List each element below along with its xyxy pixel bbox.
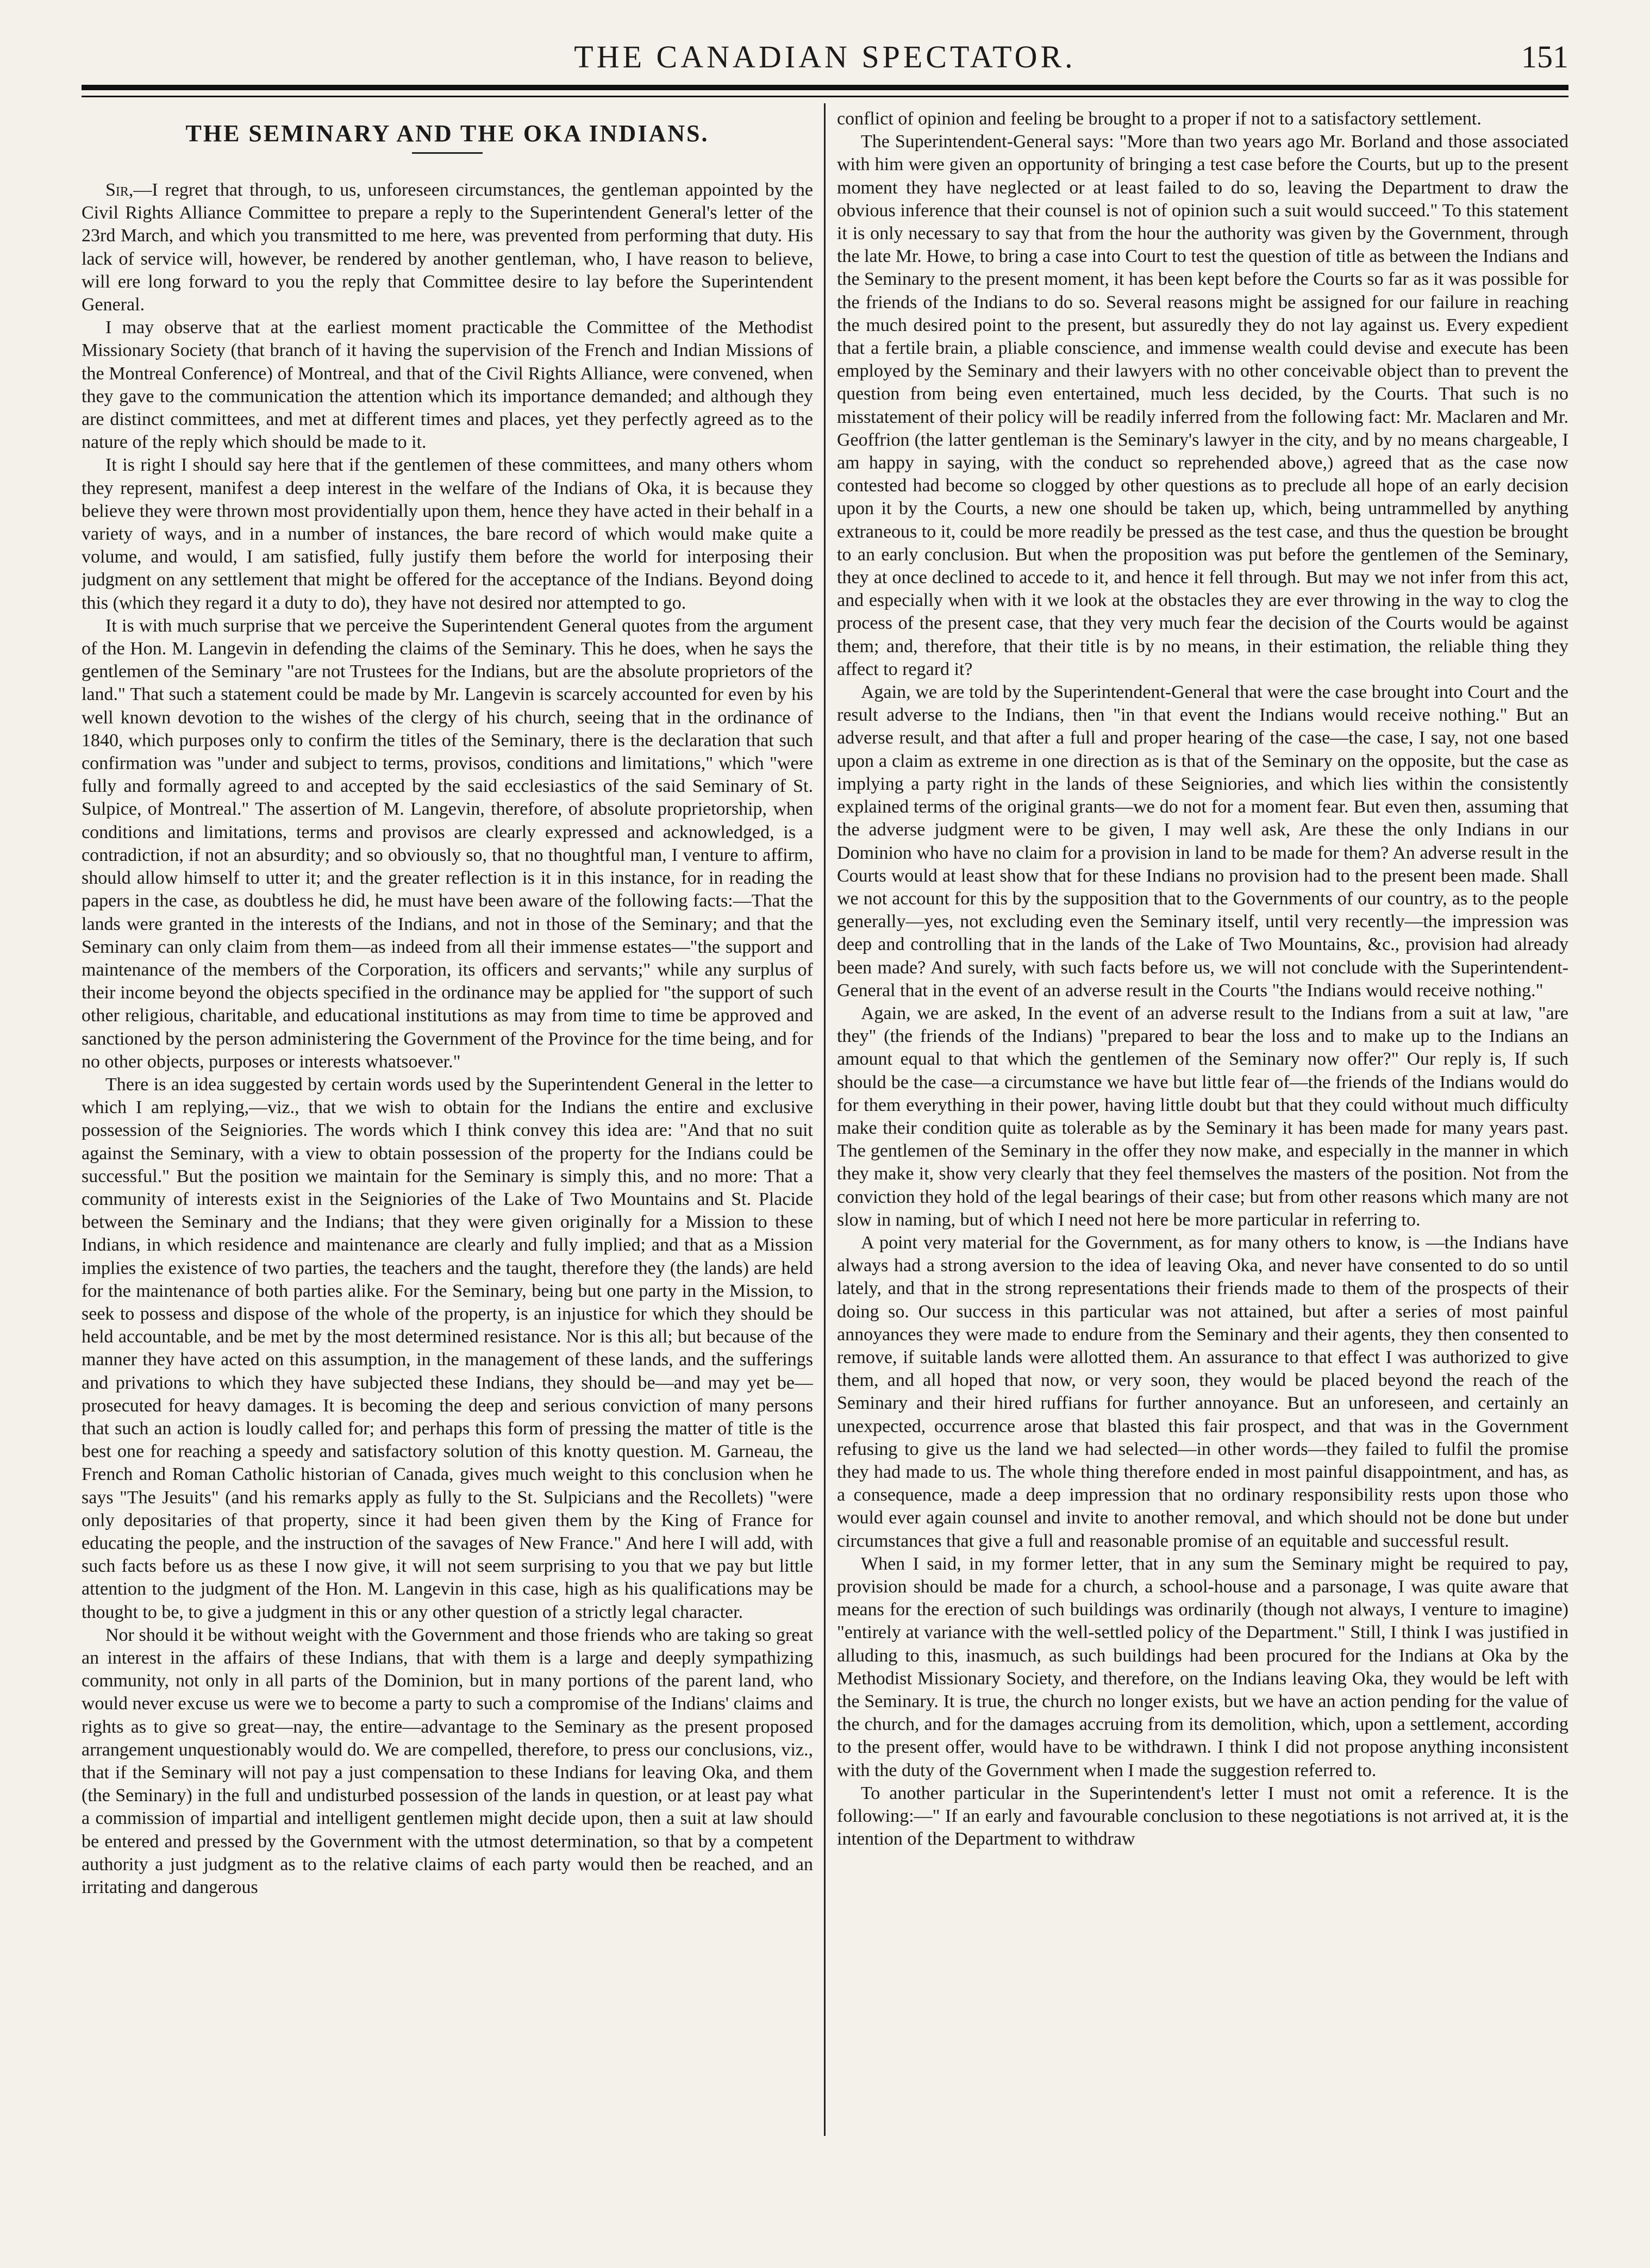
article-paragraph: Nor should it be without weight with the Government and those friends who are taking so great an interest in the affairs of these Indians, that with them is a large and deeply sympathizing community, not only in all parts of the Dominion, but in many portions of the parent land, who would never excuse us were we to become a party to such a compromise of the Indians' claims and rights as to give so great—nay, the entire—advantage to the Seminary as the present proposed arrangement unquestionably would do. We are compelled, therefore, to press our conclusions, viz., that if the Seminary will not pay a just compensation to these Indians for leaving Oka, and them (the Seminary) in the full and undisturbed possession of the lands in question, or at least pay what a commission of impartial and intelligent gentlemen might decide upon, then a suit at law should be entered and pressed by the Government with the utmost determination, so that by a competent authority a just judgment as to the relative claims of each party would then be reached, and an irritating and dangerous [82,1625,813,1898]
article-paragraph: When I said, in my former letter, that in any sum the Seminary might be required to pay, provision should be made for a church, a school-house and a parsonage, I was quite aware that means for the erection of such buildings was ordinarily (though not always, I venture to imagine) "entirely at variance with the well-settled policy of the Department." Still, I think I was justified in alluding to this, inasmuch, as such buildings had been procured for the Indians at Oka by the Methodist Missionary Society, and therefore, on the Indians leaving Oka, they would be left with the Seminary. It is true, the church no longer exists, but we have an action pending for the value of the church, and for the damages accruing from its demolition, which, upon a settlement, according to the present offer, would have to be withdrawn. I think I did not propose anything inconsistent with the duty of the Government when I made the suggestion referred to. [837,1553,1568,1780]
title-rule [412,152,483,154]
article-paragraph: To another particular in the Superintendent's letter I must not omit a reference. It is the following:—" If an early and favourable conclusion to these negotiations is not arrived at, it is the intention of the Department to withdraw [837,1783,1568,1850]
article-paragraph: I may observe that at the earliest moment practicable the Committee of the Methodist Missionary Society (that branch of it having the supervision of the French and Indian Missions of the Montreal Conference) of Montreal, and that of the Civil Rights Alliance, were convened, when they gave to the communication the attention which its importance demanded; and although they are distinct committees, and met at different times and places, yet they perfectly agreed as to the nature of the reply which should be made to it. [82,317,813,453]
left-column [82,108,813,2138]
page-number: 151 [1521,39,1568,74]
paragraph-text: —I regret that through, to us, unforeseen circumstances, the gentleman appointed by the Civil Rights Alliance Committee to prepare a reply to the Superintendent General's letter of the 23rd March, and which you transmitted to me here, was prevented from performing that duty. His lack of service will, however, be rendered by another gentleman, who, I have reason to believe, will ere long forward to you the reply that Committee desire to lay before the Superintendent General. [82,180,813,315]
article-paragraph: The Superintendent-General says: "More than two years ago Mr. Borland and those associated with him were given an opportunity of bringing a test case before the Courts, but up to the present moment they have neglected or at least failed to do so, leaving the Department to draw the obvious inference that their counsel is not of opinion such a suit would succeed." To this statement it is only necessary to say that from the hour the authority was given by the Government, through the late Mr. Howe, to bring a case into Court to test the question of title as between the Indians and the Seminary to the present moment, it has been kept before the Courts so far as it was possible for the friends of the Indians to do so. Several reasons might be assigned for our failure in reaching the much desired point to the present, but assuredly they do not lay against us. Every expedient that a fertile brain, a pliable conscience, and immense wealth could devise and execute has been employed by the Seminary and their lawyers with no other conceivable object than to prevent the question from being even entertained, much less decided, by the Courts. That such is no misstatement of their policy will be readily inferred from the following fact: Mr. Maclaren and Mr. Geoffrion (the latter gentleman is the Seminary's lawyer in the city, and by no means chargeable, I am happy in saying, with the conduct so reprehended above,) agreed that as the case now contested had become so clogged by other questions as to preclude all hope of an early decision upon it by the Courts, a new one should be taken up, which, being untrammelled by anything extraneous to it, could be more readily be pressed as the test case, and thus the question be brought to an early conclusion. But when the proposition was put before the gentlemen of the Seminary, they at once declined to accede to it, and hence it fell through. But may we not infer from this act, and especially when with it we look at the obstacles they are ever throwing in the way to clog the process of the present case, that they very much fear the decision of the Courts would be against them; and, therefore, that their title is by no means, in their estimation, the reliable thing they affect to regard it? [837,132,1568,679]
article-paragraph: A point very material for the Government, as for many others to know, is —the Indians have always had a strong aversion to the idea of leaving Oka, and never have consented to do so until lately, and that in the strong representations their friends made to them of the prospects of their doing so. Our success in this particular was not attained, but after a series of most painful annoyances they were made to endure from the Seminary and their agents, they then consented to remove, if suitable lands were allotted them. An assurance to that effect I was authorized to give them, and all hoped that now, or very soon, they would be placed beyond the reach of the Seminary and their hired ruffians for further annoyance. But an unforeseen, and certainly an unexpected, occurrence arose that blasted this fair prospect, and that was in the Government refusing to give us the land we had selected—in other words—they failed to fulfil the promise they had made to us. The whole thing therefore ended in most painful disappointment, and has, as a consequence, made a deep impression that no ordinary responsibility rests upon those who would ever again counsel and invite to another removal, and which should not be done but under circumstances that give a full and reasonable promise of an equitable and successful result. [837,1232,1568,1551]
article-paragraph: There is an idea suggested by certain words used by the Superintendent General in the letter to which I am replying,—viz., that we wish to obtain for the Indians the entire and exclusive possession of the Seigniories. The words which I think convey this idea are: "And that no suit against the Seminary, with a view to obtain possession of the property for the Indians could be successful." But the position we maintain for the Seminary is simply this, and no more: That a community of interests exist in the Seigniories of the Lake of Two Mountains and St. Placide between the Seminary and the Indians; that they were given originally for a Mission to these Indians, in which residence and maintenance are clearly and fully implied; and that as a Mission implies the existence of two parties, the teachers and the taught, therefore they (the lands) are held for the maintenance of both parties alike. For the Seminary, being but one party in the Mission, to seek to possess and dispose of the whole of the property, is an injustice for which they should be held accountable, and be met by the most determined resistance. Nor is this all; but because of the manner they have acted on this assumption, in the management of these lands, and the sufferings and privations to which they have subjected these Indians, they should be—and may yet be—prosecuted for heavy damages. It is becoming the deep and serious conviction of many persons that such an action is loudly called for; and perhaps this form of pressing the matter of title is the best one for reaching a speedy and satisfactory solution of this knotty question. M. Garneau, the French and Roman Catholic historian of Canada, gives much weight to this conclusion when he says "The Jesuits" (and his remarks apply as fully to the St. Sulpicians and the Recollets) "were only depositaries of that property, since it had been given them by the King of France for educating the people, and the instruction of the savages of New France." And here I will add, with such facts before us as these I now give, it will not seem surprising to you that we pay but little attention to the judgment of the Hon. M. Langevin in this case, high as his qualifications may be thought to be, to give a judgment in this or any other question of a strictly legal character. [82,1074,813,1622]
header-rule-thin [82,96,1568,97]
running-head [82,38,1568,76]
article-paragraph: It is right I should say here that if the gentlemen of these committees, and many others whom they represent, manifest a deep interest in the welfare of the Indians of Oka, it is because they believe they were thrown most providentially upon them, hence they have acted in their behalf in a variety of ways, and in a number of instances, the bare record of which would make quite a volume, and would, I am satisfied, fully justify them before the world for interposing their judgment on any settlement that might be offered for the acceptance of the Indians. Beyond doing this (which they regard it a duty to do), they have not desired nor attempted to go. [82,455,813,613]
article-paragraph: Again, we are asked, In the event of an adverse result to the Indians from a suit at law, "are they" (the friends of the Indians) "prepared to bear the loss and to make up to the Indians an amount equal to that which the gentlemen of the Seminary now offer?" Our reply is, If such should be the case—a circumstance we have but little fear of—the friends of the Indians would do for them everything in their power, having little doubt but that they could without much difficulty make their condition quite as tolerable as by the Seminary it has been made for many years past. The gentlemen of the Seminary in the offer they now make, and especially in the manner in which they make it, show very clearly that they feel themselves the masters of the position. Not from the conviction they hold of the legal bearings of their case; but from other reasons which many are not slow in naming, but of which I need not here be more particular in referring to. [837,1003,1568,1230]
header-rule-thick [82,85,1568,90]
salutation: Sir, [105,180,134,200]
article-paragraph: It is with much surprise that we perceive the Superintendent General quotes from the argument of the Hon. M. Langevin in defending the claims of the Seminary. This he does, when he says the gentlemen of the Seminary "are not Trustees for the Indians, but are the absolute proprietors of the land." That such a statement could be made by Mr. Langevin is scarcely accounted for even by his well known devotion to the wishes of the clergy of his church, seeing that in the ordinance of 1840, which purposes only to confirm the titles of the Seminary, there is the declaration that such confirmation was "under and subject to terms, provisos, conditions and limitations," which "were fully and formally agreed to and accepted by the said ecclesiastics of the said Seminary of St. Sulpice, of Montreal." The assertion of M. Langevin, therefore, of absolute proprietorship, when conditions and limitations, terms and provisos are clearly expressed and acknowledged, is a contradiction, if not an absurdity; and so obviously so, that no thoughtful man, I venture to affirm, should allow himself to utter it; and the greater reflection is it in this instance, for in reading the papers in the case, as doubtless he did, he must have been aware of the following facts:—That the lands were granted in the interests of the Indians, and not in those of the Seminary; and that the Seminary can only claim from them—as indeed from all their immense estates—"the support and maintenance of the members of the Corporation, its officers and servants;" while any surplus of their income beyond the objects specified in the ordinance may be applied for "the support of such other religious, charitable, and educational institutions as may from time to time be approved and sanctioned by the person administering the Government of the Province for the time being, and for no other objects, purposes or interests whatsoever." [82,615,813,1072]
article-paragraph-continued: conflict of opinion and feeling be brought to a proper if not to a satisfactory settlement. [837,109,1482,129]
column-divider [824,103,826,2136]
article-title: THE SEMINARY AND THE OKA INDIANS. [185,120,709,147]
journal-title: THE CANADIAN SPECTATOR. [574,39,1076,74]
article-paragraph [82,179,813,316]
right-column [837,108,1568,2138]
article-paragraph: Again, we are told by the Superintendent-General that were the case brought into Court and the result adverse to the Indians, then "in that event the Indians would receive nothing." But an adverse result, and that after a full and proper hearing of the case—the case, I say, not one based upon a claim as extreme in one direction as is that of the Seminary on the opposite, but the case as implying a party right in the lands of these Seigniories, and which lies within the consistently explained terms of the original grants—we do not for a moment fear. But even then, assuming that the adverse judgment were to be given, I may well ask, Are these the only Indians in our Dominion who have no claim for a provision in land to be made for them? An adverse result in the Courts would at least show that for these Indians no provision had to the present been made. Shall we not account for this by the supposition that to the Governments of our country, as to the people generally—yes, not excluding even the Seminary itself, until very recently—the impression was deep and controlling that in the lands of the Lake of Two Mountains, &c., provision had already been made? And surely, with such facts before us, we will not conclude with the Superintendent-General that in the event of an adverse result in the Courts "the Indians would receive nothing." [837,682,1568,1001]
